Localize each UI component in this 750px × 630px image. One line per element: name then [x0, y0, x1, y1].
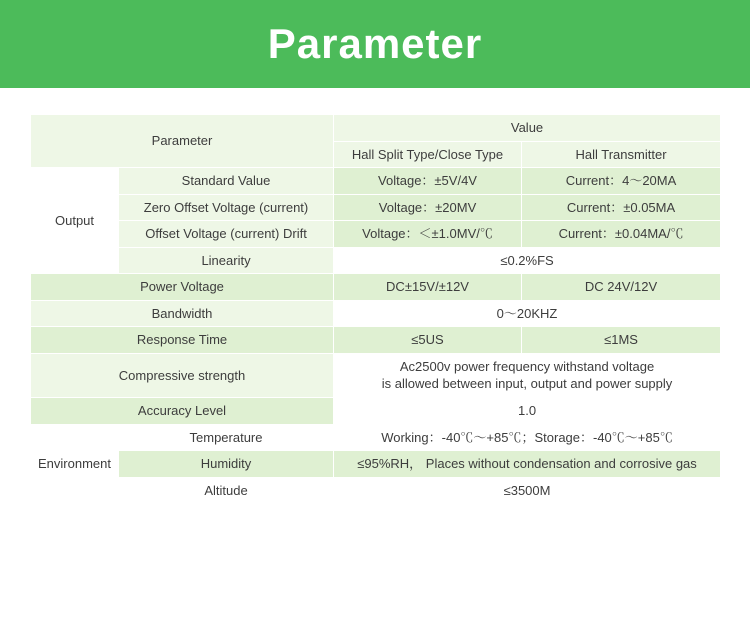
group-label-output: Output	[31, 168, 119, 274]
linearity-value: ≤0.2%FS	[334, 247, 721, 274]
table-row	[31, 194, 721, 221]
row-label-linearity: Linearity	[119, 247, 334, 274]
header-hall-transmitter: Hall Transmitter	[522, 141, 721, 168]
table-row	[31, 221, 721, 248]
header-parameter: Parameter	[31, 115, 334, 168]
standard-value-col2: Current：4～20MA	[522, 168, 721, 195]
power-voltage-col2: DC 24V/12V	[522, 274, 721, 301]
header-value: Value	[334, 115, 721, 142]
response-time-col2: ≤1MS	[522, 327, 721, 354]
table-header-row-1	[31, 115, 721, 142]
row-label-compressive-strength: Compressive strength	[31, 353, 334, 397]
row-label-accuracy-level: Accuracy Level	[31, 398, 334, 425]
row-label-response-time: Response Time	[31, 327, 334, 354]
table-row	[31, 247, 721, 274]
group-label-environment: Environment	[31, 424, 119, 504]
row-label-power-voltage: Power Voltage	[31, 274, 334, 301]
zero-offset-col2: Current：±0.05MA	[522, 194, 721, 221]
compressive-strength-value	[334, 353, 721, 397]
spec-table-container	[0, 88, 750, 504]
table-row	[31, 168, 721, 195]
response-time-col1: ≤5US	[334, 327, 522, 354]
temperature-value: Working：-40℃～+85℃；Storage：-40℃～+85℃	[334, 424, 721, 451]
table-row	[31, 451, 721, 478]
altitude-value: ≤3500M	[334, 477, 721, 504]
humidity-value: ≤95%RH， Places without condensation and corrosive gas	[334, 451, 721, 478]
page-title: Parameter	[267, 20, 483, 67]
row-label-offset-drift: Offset Voltage (current) Drift	[119, 221, 334, 248]
accuracy-level-value: 1.0	[334, 398, 721, 425]
row-label-zero-offset: Zero Offset Voltage (current)	[119, 194, 334, 221]
zero-offset-col1: Voltage：±20MV	[334, 194, 522, 221]
table-row	[31, 477, 721, 504]
row-label-bandwidth: Bandwidth	[31, 300, 334, 327]
specification-table	[30, 114, 721, 504]
compressive-strength-line1: Ac2500v power frequency withstand voltage	[399, 358, 655, 374]
table-row	[31, 353, 721, 397]
row-label-standard-value: Standard Value	[119, 168, 334, 195]
compressive-strength-line2: is allowed between input, output and power supply	[381, 376, 673, 392]
row-label-temperature: Temperature	[119, 424, 334, 451]
offset-drift-col2: Current：±0.04MA/℃	[522, 221, 721, 248]
table-row	[31, 274, 721, 301]
table-row	[31, 398, 721, 425]
table-row	[31, 327, 721, 354]
page-header	[0, 0, 750, 88]
standard-value-col1: Voltage：±5V/4V	[334, 168, 522, 195]
row-label-altitude: Altitude	[119, 477, 334, 504]
row-label-humidity: Humidity	[119, 451, 334, 478]
table-row	[31, 424, 721, 451]
offset-drift-col1: Voltage：＜±1.0MV/℃	[334, 221, 522, 248]
bandwidth-value: 0～20KHZ	[334, 300, 721, 327]
power-voltage-col1: DC±15V/±12V	[334, 274, 522, 301]
header-hall-split-type: Hall Split Type/Close Type	[334, 141, 522, 168]
table-row	[31, 300, 721, 327]
